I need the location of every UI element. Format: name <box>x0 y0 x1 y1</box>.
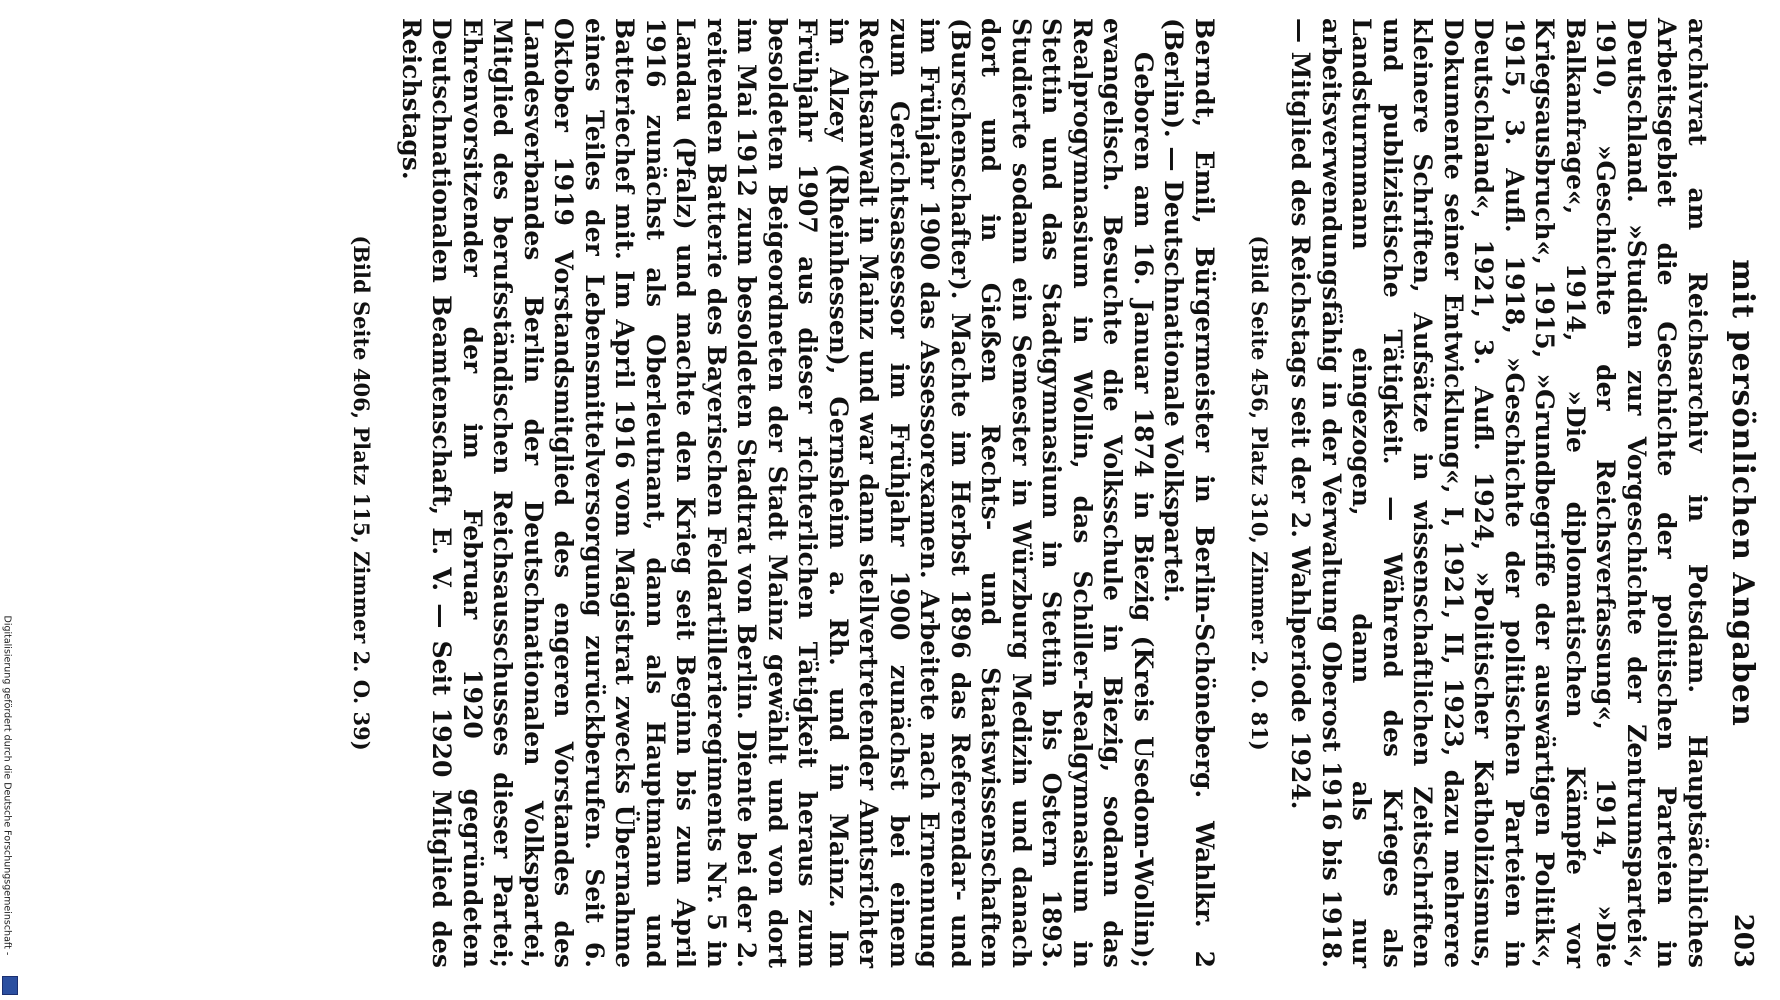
dfg-logo <box>2 976 18 995</box>
photo-reference-2: (Bild Seite 406, Platz 115, Zimmer 2. O. 39) <box>349 235 375 751</box>
page-content <box>322 18 1761 968</box>
biography-heading <box>1158 18 1219 968</box>
digitization-sidebar <box>2 600 16 995</box>
photo-reference: (Bild Seite 456, Platz 310, Zimmer 2. O. 81) <box>1247 235 1272 751</box>
rotated-page <box>349 0 1780 990</box>
entry-continuation-text: archivrat am Reichsarchiv in Potsdam. Hauptsächliches Arbeitsgebiet die Geschichte der politischen Parteien in Deutschland. »Studien zur Vorgeschichte der Zentrumspartei«, 1910, »Geschichte der Reichsverfassung«, 1914, »Die Balkanfrage«, 1914, »Die diplomatischen Kämpfe vor Kriegsausbruch«, 1915, »Grundbegriffe der auswärtigen Politik«, 1915, 3. Aufl. 1918, »Geschichte der politischen Parteien in Deutschland«, 1921, 3. Aufl. 1924, »Politischer Katholizismus, Dokumente seiner Entwicklung«, I, 1921, II, 1923, dazu mehrere kleinere Schriften, Aufsätze in wissenschaftlichen Zeitschriften und publizistische Tätigkeit. — Während des Krieges als Landsturmmann eingezogen, dann als nur arbeitsverwendungsfähig in der Verwaltung Oberost 1916 bis 1918. — Mitglied des Reichstags seit der 2. Wahlperiode 1924. <box>1286 18 1712 968</box>
page-number: 203 <box>1728 913 1758 968</box>
biography-body: Geboren am 16. Januar 1874 in Biezig (Kreis Usedom-Wollin); evangelisch. Besuchte die Volksschule in Biezig, sodann das Realprogymnasium in Wollin, das Schiller-Realgymnasium in Stettin und das Stadtgymnasium in Stettin bis Ostern 1893. Studierte sodann ein Semester in Würzburg Medizin und danach dort und in Gießen Rechts- und Staatswissenschaften (Burschenschafter). Machte im Herbst 1896 das Referendar- und im Frühjahr 1900 das Assessorexamen. Arbeitete nach Ernennung zum Gerichtsassessor im Frühjahr 1900 zunächst bei einem Rechtsanwalt in Mainz und war dann stellvertretender Amtsrichter in Alzey (Rheinhessen), Gernsheim a. Rh. und in Mainz. Im Frühjahr 1907 aus dieser richterlichen Tätigkeit heraus zum besoldeten Beigeordneten der Stadt Mainz gewählt und von dort im Mai 1912 zum besoldeten Stadtrat von Berlin. Diente bei der 2. reitenden Batterie des Bayerischen Feldartillerieregiments Nr. 5 in Landau (Pfalz) und machte den Krieg seit Beginn bis zum April 1916 zunächst als Oberleutnant, dann als Hauptmann und Batteriechef mit. Im April 1916 vom Magistrat zwecks Übernahme eines Teiles der Lebensmittelversorgung zurückberufen. Seit 6. Oktober 1919 Vorstandsmitglied des engeren Vorstandes des Landesverbandes Berlin der Deutschnationalen Volkspartei, Mitglied des berufsständischen Reichsausschusses dieser Partei; Ehrenvorsitzender der im Februar 1920 gegründeten Deutschnationalen Beamtenschaft, E. V. — Seit 1920 Mitglied des Reichstags. <box>397 18 1158 968</box>
funding-credit: Digitalisierung gefördert durch die Deutsche Forschungsgemeinschaft - <box>1 615 13 956</box>
running-title: mit persönlichen Angaben <box>1725 259 1760 727</box>
page-header <box>1720 18 1760 968</box>
member-heading-details: Emil, Bürgermeister in Berlin-Schöneberg. Wahlkr. 2 (Berlin). — Deutschnationale Volkspartei. <box>1159 18 1219 968</box>
member-name: Berndt, <box>1190 18 1219 128</box>
